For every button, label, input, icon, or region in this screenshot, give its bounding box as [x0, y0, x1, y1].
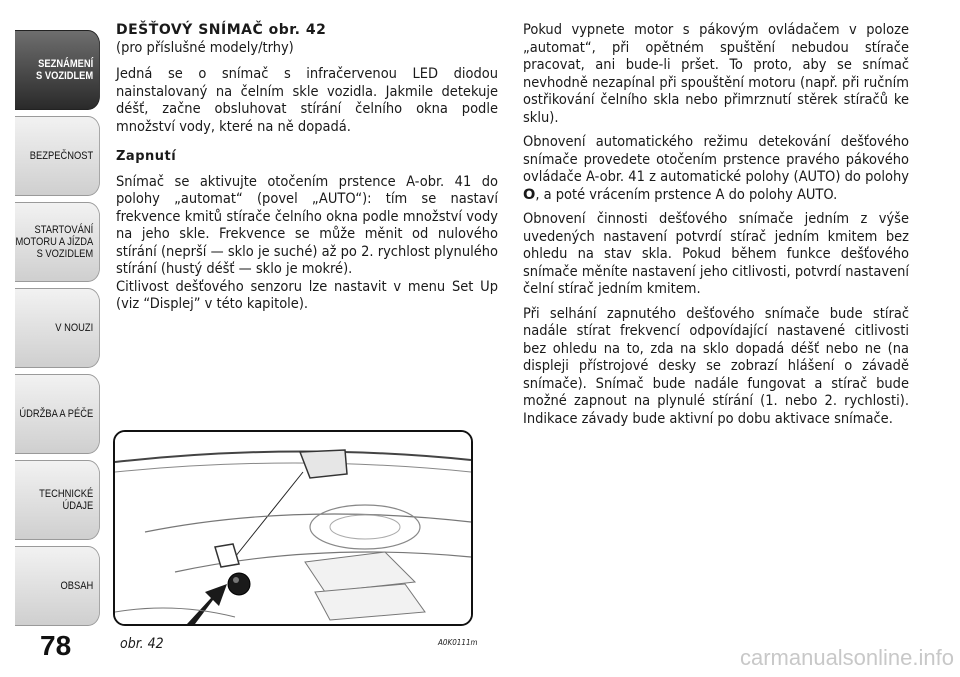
paragraph-restore-auto — [523, 134, 909, 204]
restore-text-after: , a poté vrácením prstence A do polohy AUTO. — [535, 186, 838, 203]
paragraph-engine-off: Pokud vypnete motor s pákovým ovládačem v poloze „automat“, při opětném spuštění nebudou stírače pracovat, ani bude-li pršet. To proto, aby se snímač nevhodně nezapínal při spouštění motoru (např. při ručním ostřikování čelního skla nebo přimrznutí stěrek stíračů ke sklu). — [523, 22, 909, 126]
paragraph-confirmation: Obnovení činnosti dešťového snímače jedním z výše uvedených nastavení potvrdí stírač jedním kmitem bez ohledu na stav skla. Pokud během funkce dešťového snímače měníte nastavení jeho citlivosti, potvrdí nastavení čelní stírač jedním kmitem. — [523, 211, 909, 297]
page-number: 78 — [40, 630, 72, 661]
restore-text-before: Obnovení automatického režimu detekování dešťového snímače provedete otočením prstence pravého pákového ovládače A-obr. 41 z automatické polohy (AUTO) do polohy — [523, 134, 909, 185]
figure-code: A0K0111m — [438, 638, 478, 647]
activation-paragraph: Snímač se aktivujte otočením prstence A-obr. 41 do polohy „automat“ (povel „AUTO“): tím se nastaví frekvence kmitů stírače čelního okna podle množství vody na jeho skle. Frekvence se může měnit od nulového stírání (neprší — sklo je suché) až po 2. rychlost plynulého stírání (hustý déšť — sklo je mokré). — [116, 173, 498, 277]
right-column — [523, 22, 909, 435]
watermark: carmanualsonline.info — [739, 645, 954, 670]
rain-sensor-illustration — [115, 432, 471, 624]
tab-technicke-udaje[interactable]: TECHNICKÉ ÚDAJE — [15, 460, 100, 540]
tab-obsah[interactable]: OBSAH — [15, 546, 100, 626]
left-column — [116, 22, 498, 321]
tab-v-nouzi[interactable]: V NOUZI — [15, 288, 100, 368]
tab-startovani[interactable]: STARTOVÁNÍ MOTORU A JÍZDA S VOZIDLEM — [15, 202, 100, 282]
position-o-symbol: O — [523, 186, 536, 203]
figure-rain-sensor — [113, 430, 473, 626]
sensitivity-paragraph: Citlivost dešťového senzoru lze nastavit v menu Set Up (viz “Displej” v této kapitole). — [116, 278, 498, 312]
tab-udrzba[interactable]: ÚDRŽBA A PÉČE — [15, 374, 100, 454]
paragraph-failure: Při selhání zapnutého dešťového snímače bude stírač nadále stírat frekvencí odpovídající nastavené citlivosti bez ohledu na to, zda na sklo dopadá déšť nebo ne (na displeji přístrojové desky se zobrazí hlášení o závadě snímače). Snímač bude nadále fungovat a stírač bude možné zapnout na plynulé stírání (1. nebo 2. rychlosti). Indikace závady bude aktivní po dobu aktivace snímače. — [523, 305, 909, 427]
section-heading: DEŠŤOVÝ SNÍMAČ obr. 42 — [116, 22, 327, 38]
intro-paragraph: Jedná se o snímač s infračervenou LED diodou nainstalovaný na čelním skle vozidla. Jakmile detekuje déšť, začne obsluhovat stírání čelního okna podle množství vody, které na ně dopadá. — [116, 66, 498, 135]
tab-seznameni[interactable]: SEZNÁMENÍ S VOZIDLEM — [15, 30, 100, 110]
tab-bezpecnost[interactable]: BEZPEČNOST — [15, 116, 100, 196]
figure-caption: obr. 42 — [120, 636, 164, 652]
section-subtitle: (pro příslušné modely/trhy) — [116, 39, 294, 56]
subheading-zapnuti: Zapnutí — [116, 149, 177, 164]
